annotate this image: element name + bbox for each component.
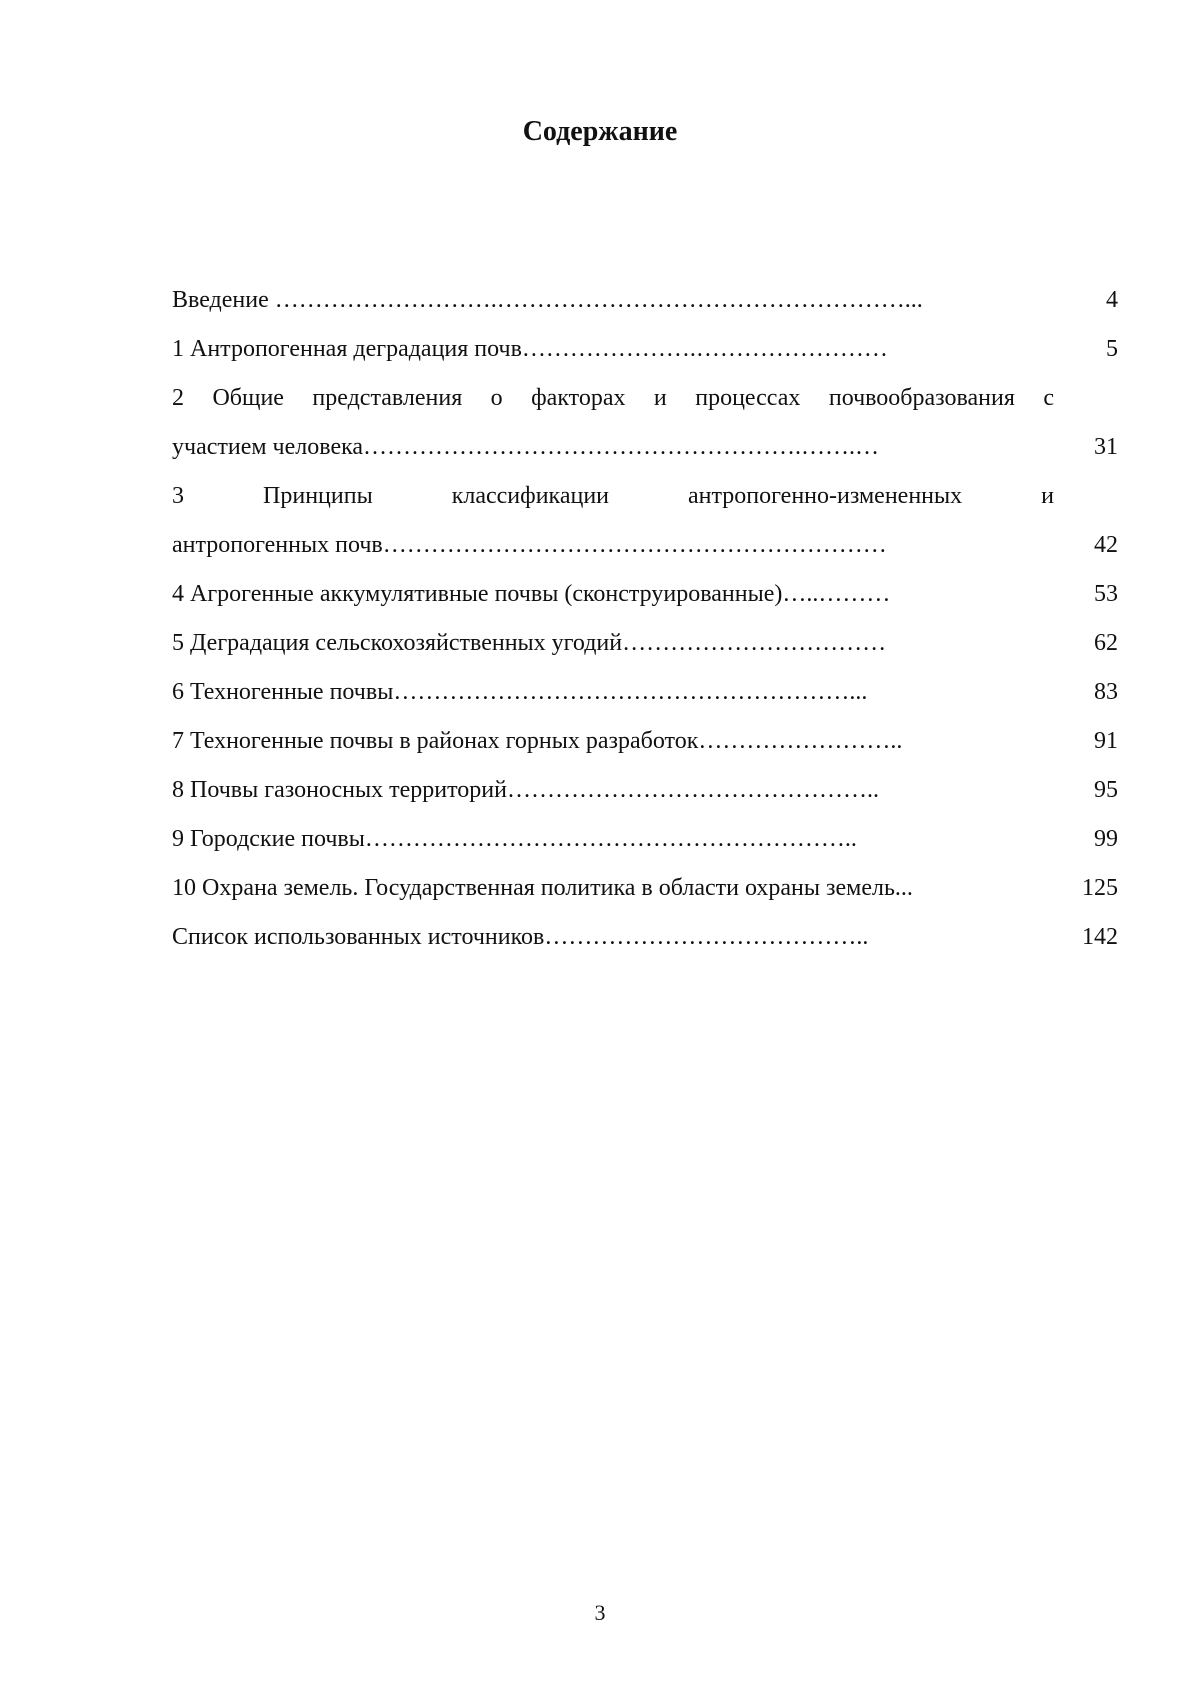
toc-entry-title: 5 Деградация сельскохозяйственных угодий…………………………… — [172, 630, 887, 656]
toc-entry-page: 91 — [1094, 728, 1118, 754]
toc-entry-page: 4 — [1106, 287, 1118, 313]
page-number: 3 — [594, 1600, 606, 1625]
toc-entry-title: 7 Техногенные почвы в районах горных разработок…………………….. — [172, 728, 903, 754]
toc-entry[interactable] — [172, 815, 1118, 864]
toc-entry[interactable] — [172, 619, 1118, 668]
toc-entry-page: 95 — [1094, 777, 1118, 803]
toc-entry[interactable] — [172, 668, 1118, 717]
toc-entry-title: 1 Антропогенная деградация почв………………….…………………… — [172, 336, 888, 362]
toc-entry-title: Список использованных источников………………………………….. — [172, 924, 869, 950]
toc-entry-page: 83 — [1094, 679, 1118, 705]
toc-entry-title: 8 Почвы газоносных территорий……………………………………….. — [172, 777, 879, 803]
toc-entry[interactable] — [172, 717, 1118, 766]
toc-entry-page: 31 — [1094, 434, 1118, 460]
toc-entry-page: 62 — [1094, 630, 1118, 656]
toc-entry-page: 42 — [1094, 532, 1118, 558]
toc-entry[interactable] — [172, 913, 1118, 962]
toc-entry-title — [172, 472, 1054, 570]
toc-entry-page: 142 — [1082, 924, 1118, 950]
toc-entry[interactable] — [172, 276, 1118, 325]
toc-entry-page: 53 — [1094, 581, 1118, 607]
toc-entry-title: 10 Охрана земель. Государственная политика в области охраны земель... — [172, 875, 913, 901]
toc-entry-title — [172, 374, 1054, 472]
toc-entry-title: 6 Техногенные почвы…………………………………………………... — [172, 679, 868, 705]
toc-entry-title-line: участием человека……………………………………………….…….… — [172, 434, 880, 460]
table-of-contents — [172, 276, 1118, 962]
toc-entry-title: Введение ……………………….……………………………………………... — [172, 287, 923, 313]
page-title: Содержание — [522, 116, 678, 147]
toc-entry[interactable] — [172, 766, 1118, 815]
toc-entry[interactable] — [172, 374, 1118, 472]
toc-entry-title-line: 2 Общие представления о факторах и процессах почвообразования с — [172, 385, 1054, 411]
toc-entry-title-line: антропогенных почв……………………………………………………… — [172, 532, 887, 558]
toc-entry[interactable] — [172, 472, 1118, 570]
toc-entry-page: 5 — [1106, 336, 1118, 362]
toc-entry-title: 9 Городские почвы…………………………………………………….. — [172, 826, 857, 852]
toc-entry[interactable] — [172, 570, 1118, 619]
toc-entry-page: 125 — [1082, 875, 1118, 901]
toc-entry-page: 99 — [1094, 826, 1118, 852]
toc-entry[interactable] — [172, 325, 1118, 374]
toc-entry-title: 4 Агрогенные аккумулятивные почвы (сконструированные)…..……… — [172, 581, 891, 607]
toc-entry[interactable] — [172, 864, 1118, 913]
toc-entry-title-line: 3 Принципы классификации антропогенно-измененных и — [172, 483, 1054, 509]
